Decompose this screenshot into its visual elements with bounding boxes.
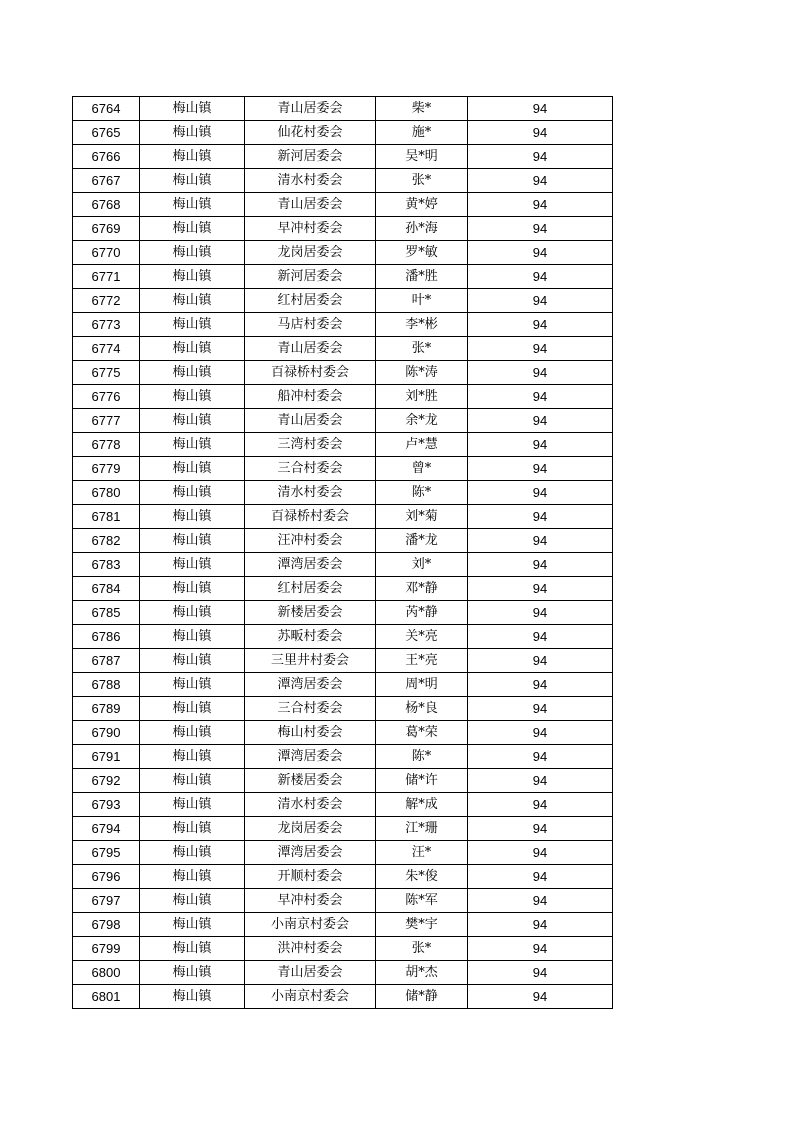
town-cell: 梅山镇 [140, 649, 245, 673]
town-cell: 梅山镇 [140, 673, 245, 697]
score-cell: 94 [468, 265, 613, 289]
name-cell: 解*成 [376, 793, 468, 817]
score-cell: 94 [468, 529, 613, 553]
table-row [73, 553, 613, 577]
score-cell: 94 [468, 289, 613, 313]
table-row [73, 913, 613, 937]
committee-cell: 新楼居委会 [245, 601, 376, 625]
committee-cell: 青山居委会 [245, 193, 376, 217]
name-cell: 陈* [376, 745, 468, 769]
serial-number-cell: 6764 [73, 97, 140, 121]
serial-number-cell: 6795 [73, 841, 140, 865]
serial-number-cell: 6791 [73, 745, 140, 769]
serial-number-cell: 6767 [73, 169, 140, 193]
table-row [73, 841, 613, 865]
serial-number-cell: 6786 [73, 625, 140, 649]
table-row [73, 577, 613, 601]
score-cell: 94 [468, 193, 613, 217]
serial-number-cell: 6773 [73, 313, 140, 337]
score-cell: 94 [468, 697, 613, 721]
town-cell: 梅山镇 [140, 505, 245, 529]
serial-number-cell: 6788 [73, 673, 140, 697]
committee-cell: 早冲村委会 [245, 217, 376, 241]
score-cell: 94 [468, 433, 613, 457]
score-cell: 94 [468, 769, 613, 793]
name-cell: 张* [376, 937, 468, 961]
town-cell: 梅山镇 [140, 217, 245, 241]
town-cell: 梅山镇 [140, 457, 245, 481]
serial-number-cell: 6794 [73, 817, 140, 841]
serial-number-cell: 6780 [73, 481, 140, 505]
score-cell: 94 [468, 553, 613, 577]
table-row [73, 697, 613, 721]
score-cell: 94 [468, 985, 613, 1009]
table-row [73, 865, 613, 889]
table-row [73, 889, 613, 913]
serial-number-cell: 6777 [73, 409, 140, 433]
score-cell: 94 [468, 577, 613, 601]
name-cell: 储*静 [376, 985, 468, 1009]
committee-cell: 早冲村委会 [245, 889, 376, 913]
name-cell: 李*彬 [376, 313, 468, 337]
name-cell: 吴*明 [376, 145, 468, 169]
town-cell: 梅山镇 [140, 169, 245, 193]
serial-number-cell: 6801 [73, 985, 140, 1009]
score-cell: 94 [468, 673, 613, 697]
score-cell: 94 [468, 841, 613, 865]
score-cell: 94 [468, 601, 613, 625]
table-row [73, 433, 613, 457]
committee-cell: 潭湾居委会 [245, 673, 376, 697]
serial-number-cell: 6797 [73, 889, 140, 913]
name-cell: 储*许 [376, 769, 468, 793]
town-cell: 梅山镇 [140, 241, 245, 265]
committee-cell: 三合村委会 [245, 457, 376, 481]
name-cell: 潘*胜 [376, 265, 468, 289]
committee-cell: 开顺村委会 [245, 865, 376, 889]
score-cell: 94 [468, 745, 613, 769]
table-row [73, 457, 613, 481]
score-cell: 94 [468, 97, 613, 121]
score-cell: 94 [468, 865, 613, 889]
table-row [73, 121, 613, 145]
serial-number-cell: 6775 [73, 361, 140, 385]
town-cell: 梅山镇 [140, 889, 245, 913]
name-cell: 黄*婷 [376, 193, 468, 217]
committee-cell: 清水村委会 [245, 793, 376, 817]
name-cell: 柴* [376, 97, 468, 121]
name-cell: 江*珊 [376, 817, 468, 841]
table-row [73, 649, 613, 673]
serial-number-cell: 6779 [73, 457, 140, 481]
committee-cell: 三湾村委会 [245, 433, 376, 457]
name-cell: 卢*慧 [376, 433, 468, 457]
score-cell: 94 [468, 241, 613, 265]
committee-cell: 汪冲村委会 [245, 529, 376, 553]
town-cell: 梅山镇 [140, 361, 245, 385]
score-cell: 94 [468, 313, 613, 337]
town-cell: 梅山镇 [140, 97, 245, 121]
serial-number-cell: 6768 [73, 193, 140, 217]
committee-cell: 龙岗居委会 [245, 241, 376, 265]
serial-number-cell: 6772 [73, 289, 140, 313]
name-cell: 邓*静 [376, 577, 468, 601]
committee-cell: 红村居委会 [245, 289, 376, 313]
town-cell: 梅山镇 [140, 625, 245, 649]
table-row [73, 217, 613, 241]
committee-cell: 百禄桥村委会 [245, 505, 376, 529]
score-cell: 94 [468, 961, 613, 985]
score-cell: 94 [468, 913, 613, 937]
name-cell: 樊*宇 [376, 913, 468, 937]
name-cell: 关*亮 [376, 625, 468, 649]
serial-number-cell: 6765 [73, 121, 140, 145]
table-row [73, 193, 613, 217]
score-cell: 94 [468, 409, 613, 433]
committee-cell: 潭湾居委会 [245, 553, 376, 577]
serial-number-cell: 6771 [73, 265, 140, 289]
name-cell: 胡*杰 [376, 961, 468, 985]
town-cell: 梅山镇 [140, 769, 245, 793]
town-cell: 梅山镇 [140, 145, 245, 169]
score-cell: 94 [468, 937, 613, 961]
serial-number-cell: 6783 [73, 553, 140, 577]
score-cell: 94 [468, 625, 613, 649]
score-cell: 94 [468, 121, 613, 145]
serial-number-cell: 6787 [73, 649, 140, 673]
name-cell: 曾* [376, 457, 468, 481]
table-row [73, 793, 613, 817]
name-cell: 陈*军 [376, 889, 468, 913]
score-cell: 94 [468, 889, 613, 913]
town-cell: 梅山镇 [140, 865, 245, 889]
table-row [73, 625, 613, 649]
name-cell: 朱*俊 [376, 865, 468, 889]
table-row [73, 817, 613, 841]
table-row [73, 961, 613, 985]
table-row [73, 721, 613, 745]
table-row [73, 337, 613, 361]
table-row [73, 265, 613, 289]
name-cell: 芮*静 [376, 601, 468, 625]
town-cell: 梅山镇 [140, 289, 245, 313]
committee-cell: 百禄桥村委会 [245, 361, 376, 385]
committee-cell: 洪冲村委会 [245, 937, 376, 961]
committee-cell: 新河居委会 [245, 265, 376, 289]
town-cell: 梅山镇 [140, 529, 245, 553]
table-row [73, 937, 613, 961]
town-cell: 梅山镇 [140, 121, 245, 145]
score-cell: 94 [468, 649, 613, 673]
town-cell: 梅山镇 [140, 913, 245, 937]
town-cell: 梅山镇 [140, 337, 245, 361]
name-cell: 王*亮 [376, 649, 468, 673]
table-row [73, 673, 613, 697]
score-cell: 94 [468, 169, 613, 193]
serial-number-cell: 6790 [73, 721, 140, 745]
town-cell: 梅山镇 [140, 313, 245, 337]
town-cell: 梅山镇 [140, 553, 245, 577]
serial-number-cell: 6800 [73, 961, 140, 985]
name-cell: 葛*荣 [376, 721, 468, 745]
score-cell: 94 [468, 337, 613, 361]
score-cell: 94 [468, 385, 613, 409]
name-cell: 张* [376, 169, 468, 193]
name-cell: 余*龙 [376, 409, 468, 433]
committee-cell: 青山居委会 [245, 337, 376, 361]
table-row [73, 769, 613, 793]
committee-cell: 小南京村委会 [245, 985, 376, 1009]
name-cell: 刘* [376, 553, 468, 577]
town-cell: 梅山镇 [140, 961, 245, 985]
name-cell: 刘*胜 [376, 385, 468, 409]
serial-number-cell: 6778 [73, 433, 140, 457]
table-row [73, 145, 613, 169]
town-cell: 梅山镇 [140, 841, 245, 865]
town-cell: 梅山镇 [140, 745, 245, 769]
committee-cell: 新河居委会 [245, 145, 376, 169]
committee-cell: 红村居委会 [245, 577, 376, 601]
name-cell: 叶* [376, 289, 468, 313]
town-cell: 梅山镇 [140, 697, 245, 721]
serial-number-cell: 6792 [73, 769, 140, 793]
town-cell: 梅山镇 [140, 577, 245, 601]
serial-number-cell: 6789 [73, 697, 140, 721]
serial-number-cell: 6785 [73, 601, 140, 625]
name-cell: 汪* [376, 841, 468, 865]
table-row [73, 505, 613, 529]
committee-cell: 船冲村委会 [245, 385, 376, 409]
town-cell: 梅山镇 [140, 721, 245, 745]
score-cell: 94 [468, 145, 613, 169]
name-cell: 潘*龙 [376, 529, 468, 553]
committee-cell: 三合村委会 [245, 697, 376, 721]
serial-number-cell: 6774 [73, 337, 140, 361]
serial-number-cell: 6799 [73, 937, 140, 961]
town-cell: 梅山镇 [140, 793, 245, 817]
serial-number-cell: 6766 [73, 145, 140, 169]
committee-cell: 新楼居委会 [245, 769, 376, 793]
town-cell: 梅山镇 [140, 817, 245, 841]
committee-cell: 清水村委会 [245, 481, 376, 505]
serial-number-cell: 6769 [73, 217, 140, 241]
score-cell: 94 [468, 793, 613, 817]
table-row [73, 361, 613, 385]
committee-cell: 清水村委会 [245, 169, 376, 193]
committee-cell: 青山居委会 [245, 409, 376, 433]
table-row [73, 385, 613, 409]
table-row [73, 985, 613, 1009]
town-cell: 梅山镇 [140, 937, 245, 961]
score-cell: 94 [468, 505, 613, 529]
name-cell: 陈*涛 [376, 361, 468, 385]
table-row [73, 313, 613, 337]
name-cell: 张* [376, 337, 468, 361]
name-cell: 施* [376, 121, 468, 145]
roster-table [72, 96, 613, 1009]
committee-cell: 马店村委会 [245, 313, 376, 337]
table-row [73, 409, 613, 433]
table-row [73, 169, 613, 193]
town-cell: 梅山镇 [140, 985, 245, 1009]
name-cell: 杨*良 [376, 697, 468, 721]
score-cell: 94 [468, 817, 613, 841]
name-cell: 周*明 [376, 673, 468, 697]
town-cell: 梅山镇 [140, 385, 245, 409]
table-row [73, 745, 613, 769]
committee-cell: 青山居委会 [245, 961, 376, 985]
committee-cell: 潭湾居委会 [245, 841, 376, 865]
committee-cell: 三里井村委会 [245, 649, 376, 673]
name-cell: 孙*海 [376, 217, 468, 241]
name-cell: 罗*敏 [376, 241, 468, 265]
table-row [73, 601, 613, 625]
committee-cell: 梅山村委会 [245, 721, 376, 745]
table-row [73, 481, 613, 505]
score-cell: 94 [468, 217, 613, 241]
committee-cell: 小南京村委会 [245, 913, 376, 937]
table-row [73, 289, 613, 313]
serial-number-cell: 6781 [73, 505, 140, 529]
committee-cell: 青山居委会 [245, 97, 376, 121]
roster-table-body [73, 97, 613, 1009]
score-cell: 94 [468, 457, 613, 481]
town-cell: 梅山镇 [140, 193, 245, 217]
name-cell: 刘*菊 [376, 505, 468, 529]
committee-cell: 龙岗居委会 [245, 817, 376, 841]
table-row [73, 529, 613, 553]
serial-number-cell: 6796 [73, 865, 140, 889]
serial-number-cell: 6770 [73, 241, 140, 265]
name-cell: 陈* [376, 481, 468, 505]
committee-cell: 苏畈村委会 [245, 625, 376, 649]
serial-number-cell: 6793 [73, 793, 140, 817]
table-row [73, 241, 613, 265]
serial-number-cell: 6798 [73, 913, 140, 937]
score-cell: 94 [468, 361, 613, 385]
score-cell: 94 [468, 721, 613, 745]
town-cell: 梅山镇 [140, 433, 245, 457]
serial-number-cell: 6784 [73, 577, 140, 601]
town-cell: 梅山镇 [140, 601, 245, 625]
town-cell: 梅山镇 [140, 481, 245, 505]
serial-number-cell: 6776 [73, 385, 140, 409]
score-cell: 94 [468, 481, 613, 505]
table-row [73, 97, 613, 121]
committee-cell: 潭湾居委会 [245, 745, 376, 769]
town-cell: 梅山镇 [140, 265, 245, 289]
serial-number-cell: 6782 [73, 529, 140, 553]
committee-cell: 仙花村委会 [245, 121, 376, 145]
town-cell: 梅山镇 [140, 409, 245, 433]
